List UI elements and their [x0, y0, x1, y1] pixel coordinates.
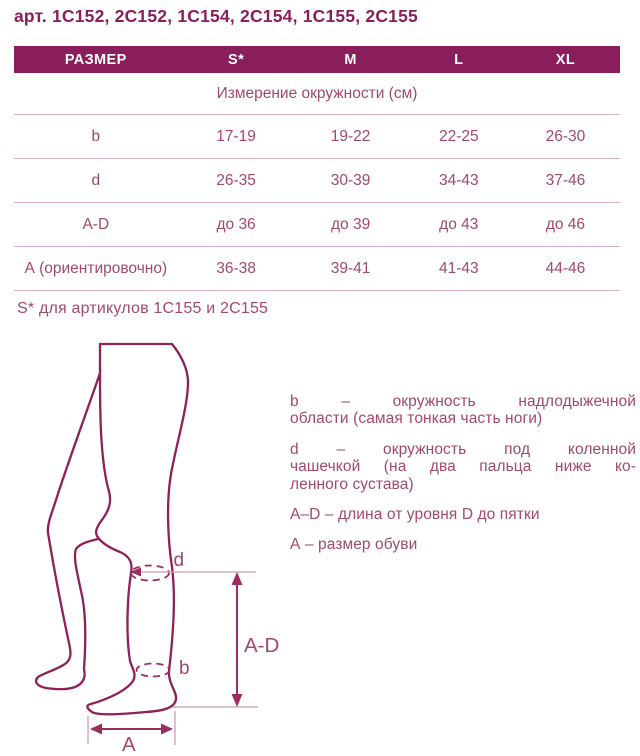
- front-leg-outline: [87, 344, 188, 714]
- size-cell: до 43: [407, 203, 511, 247]
- row-label: А (ориентировочно): [14, 247, 178, 291]
- table-row: [14, 159, 620, 203]
- col-header-l: L: [407, 46, 511, 73]
- row-label: d: [14, 159, 178, 203]
- col-header-s: S*: [178, 46, 295, 73]
- size-table: [14, 46, 620, 291]
- legend-line: чашечкой (на два пальца ниже ко-: [290, 458, 636, 476]
- page-title: арт. 1С152, 2С152, 1С154, 2С154, 1С155, 2С155: [14, 6, 418, 26]
- col-header-size: РАЗМЕР: [14, 46, 178, 73]
- size-cell: до 46: [511, 203, 620, 247]
- size-cell: 41-43: [407, 247, 511, 291]
- ad-label: A-D: [244, 634, 280, 657]
- legend-item-ad: [290, 506, 636, 523]
- d-label: d: [173, 550, 185, 571]
- col-header-xl: XL: [511, 46, 620, 73]
- a-arrowhead-left-icon: [90, 724, 102, 735]
- legend-item-d: [290, 441, 636, 493]
- table-row: [14, 247, 620, 291]
- size-cell: 39-41: [295, 247, 407, 291]
- size-cell: 22-25: [407, 115, 511, 159]
- ad-arrowhead-down-icon: [232, 694, 243, 707]
- back-leg-outline: [36, 373, 100, 689]
- legend-line: b – окружность надлодыжечной: [290, 393, 636, 410]
- ad-arrowhead-up-icon: [232, 572, 243, 585]
- legend-line: A–D – длина от уровня D до пятки: [290, 506, 540, 524]
- a-label: A: [122, 733, 136, 756]
- legend-item-a: [290, 536, 636, 553]
- section-row: [14, 73, 620, 115]
- size-cell: до 36: [178, 203, 295, 247]
- size-cell: 37-46: [511, 159, 620, 203]
- col-header-m: M: [295, 46, 407, 73]
- measurement-legend: [290, 393, 636, 567]
- size-cell: 19-22: [295, 115, 407, 159]
- a-arrowhead-right-icon: [161, 724, 173, 735]
- size-cell: 26-35: [178, 159, 295, 203]
- size-cell: 34-43: [407, 159, 511, 203]
- legend-item-b: [290, 393, 636, 428]
- b-label: b: [179, 658, 190, 679]
- legend-line: А – размер обуви: [290, 536, 418, 554]
- size-cell: 26-30: [511, 115, 620, 159]
- legend-line: ленного сустава): [290, 475, 414, 493]
- legend-line: d – окружность под коленной: [290, 440, 636, 458]
- size-cell: 44-46: [511, 247, 620, 291]
- leg-diagram: [15, 335, 285, 756]
- table-row: [14, 203, 620, 247]
- row-label: A-D: [14, 203, 178, 247]
- size-cell: 17-19: [178, 115, 295, 159]
- section-label: Измерение окружности (см): [14, 73, 620, 115]
- size-cell: 30-39: [295, 159, 407, 203]
- b-measure-ellipse: [137, 664, 170, 677]
- size-cell: до 39: [295, 203, 407, 247]
- row-label: b: [14, 115, 178, 159]
- note-s-star: S* для артикулов 1С155 и 2С155: [17, 300, 269, 317]
- size-cell: 36-38: [178, 247, 295, 291]
- legend-line: области (самая тонкая часть ноги): [290, 410, 543, 428]
- table-row: [14, 115, 620, 159]
- table-header-row: [14, 46, 620, 73]
